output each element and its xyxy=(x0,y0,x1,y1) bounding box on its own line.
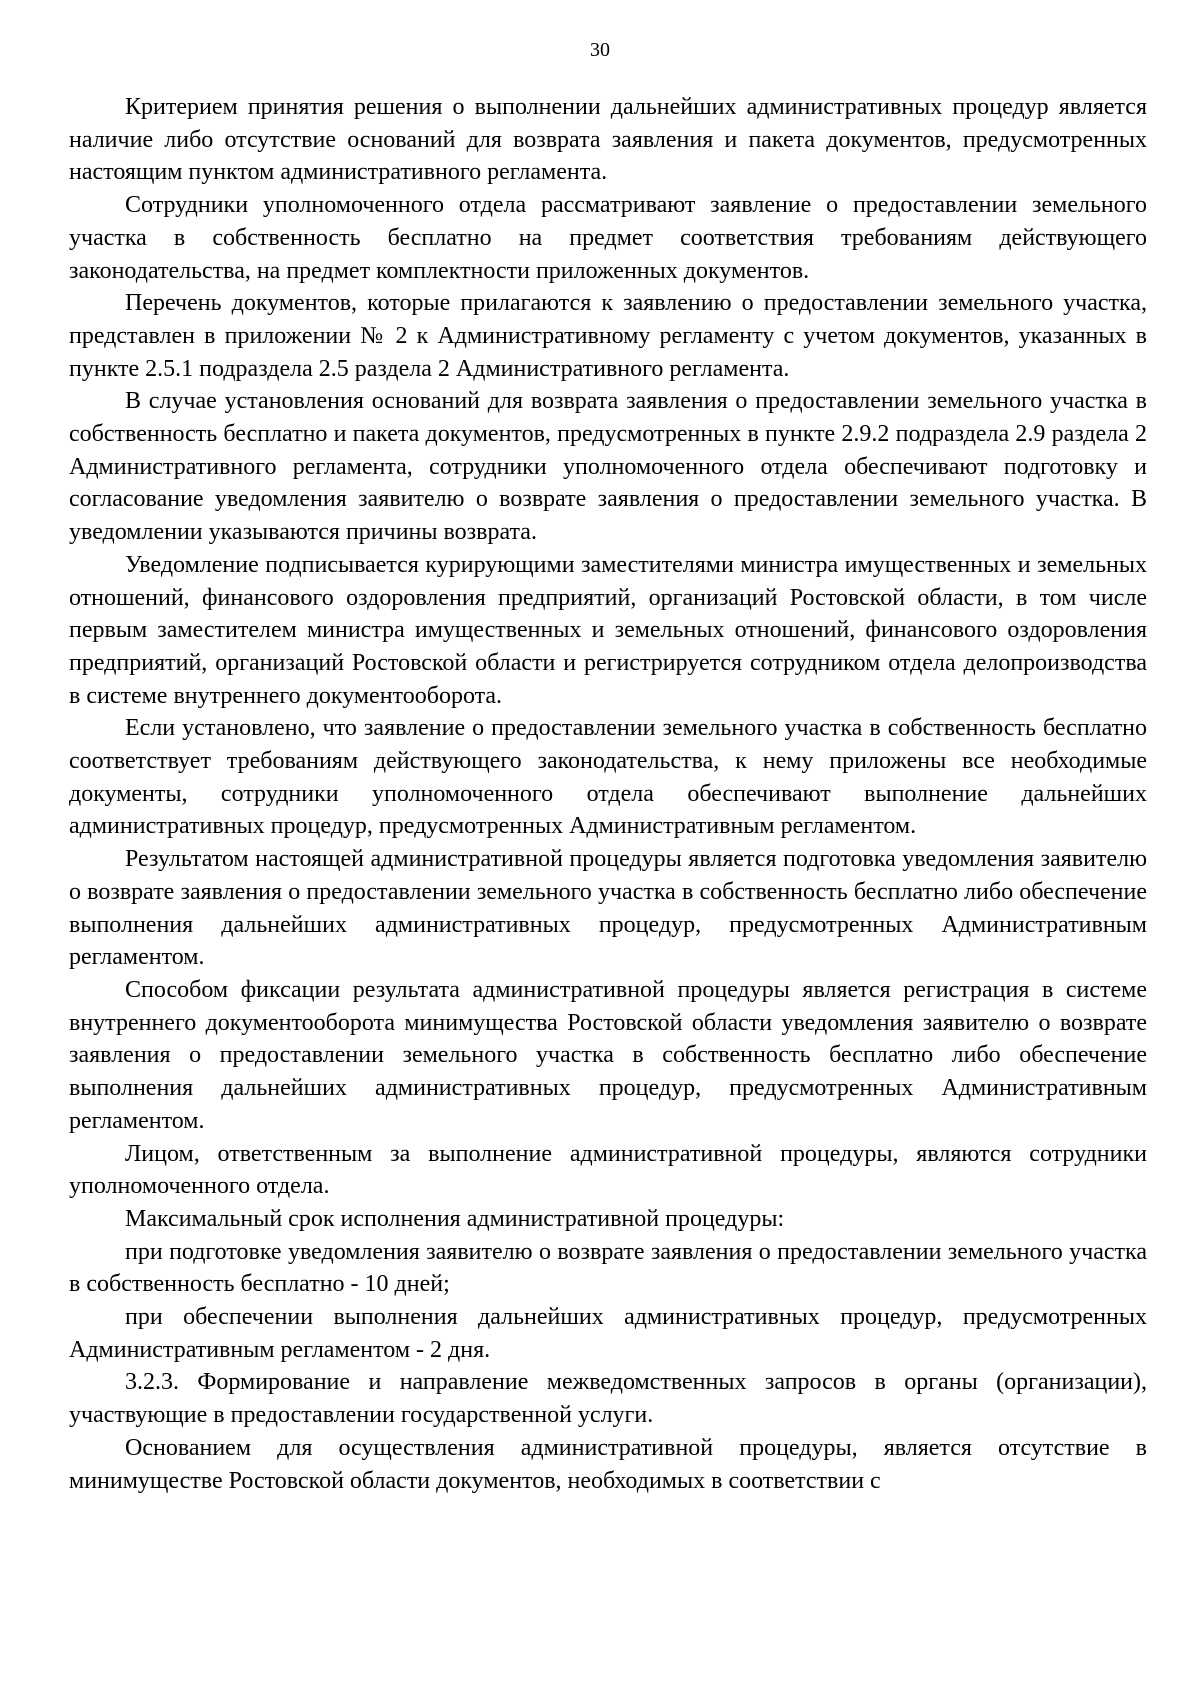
paragraph-compliance: Если установлено, что заявление о предоставлении земельного участка в собственность бесплатно соответствует требованиям действующего законодательства, к нему приложены все необходимые документы, сотрудники уполномоченного отдела обеспечивают выполнение дальнейших административных процедур, предусмотренных Административным регламентом. xyxy=(69,715,1147,840)
paragraph-section-3-2-3: 3.2.3. Формирование и направление межведомственных запросов в органы (организации), участвующие в предоставлении государственной услуги. xyxy=(69,1369,1147,1429)
paragraph-result-fixation: Способом фиксации результата административной процедуры является регистрация в системе внутреннего документооборота минимущества Ростовской области уведомления заявителю о возврате заявления о предоставлении земельного участка в собственность бесплатно либо обеспечение выполнения дальнейших административных процедур, предусмотренных Административным регламентом. xyxy=(69,976,1147,1134)
paragraph-responsible-person: Лицом, ответственным за выполнение административной процедуры, являются сотрудники уполномоченного отдела. xyxy=(69,1140,1147,1200)
paragraph-return-grounds: В случае установления оснований для возврата заявления о предоставлении земельного участка в собственность бесплатно и пакета документов, предусмотренных в пункте 2.9.2 подраздела 2.9 раздела 2 Административного регламента, сотрудники уполномоченного отдела обеспечивают подготовку и согласование уведомления заявителю о возврате заявления о предоставлении земельного участка. В уведомлении указываются причины возврата. xyxy=(69,388,1147,546)
paragraph-document-list: Перечень документов, которые прилагаются к заявлению о предоставлении земельного участка, представлен в приложении № 2 к Административному регламенту с учетом документов, указанных в пункте 2.5.1 подраздела 2.5 раздела 2 Административного регламента. xyxy=(69,290,1147,382)
paragraph-term-notice: при подготовке уведомления заявителю о возврате заявления о предоставлении земельного участка в собственность бесплатно - 10 дней; xyxy=(69,1238,1147,1298)
document-body xyxy=(69,91,1147,1497)
paragraph-decision-criterion: Критерием принятия решения о выполнении дальнейших административных процедур является наличие либо отсутствие оснований для возврата заявления и пакета документов, предусмотренных настоящим пунктом административного регламента. xyxy=(69,94,1147,186)
paragraph-review-application: Сотрудники уполномоченного отдела рассматривают заявление о предоставлении земельного участка в собственность бесплатно на предмет соответствия требованиям действующего законодательства, на предмет комплектности приложенных документов. xyxy=(69,192,1147,284)
paragraph-result: Результатом настоящей административной процедуры является подготовка уведомления заявителю о возврате заявления о предоставлении земельного участка в собственность бесплатно либо обеспечение выполнения дальнейших административных процедур, предусмотренных Административным регламентом. xyxy=(69,846,1147,971)
paragraph-notice-signing: Уведомление подписывается курирующими заместителями министра имущественных и земельных отношений, финансового оздоровления предприятий, организаций Ростовской области, в том числе первым заместителем министра имущественных и земельных отношений, финансового оздоровления предприятий, организаций Ростовской области и регистрируется сотрудником отдела делопроизводства в системе внутреннего документооборота. xyxy=(69,551,1147,709)
paragraph-max-term: Максимальный срок исполнения административной процедуры: xyxy=(125,1205,785,1232)
paragraph-procedure-basis: Основанием для осуществления административной процедуры, является отсутствие в минимуществе Ростовской области документов, необходимых в соответствии с xyxy=(69,1434,1147,1494)
paragraph-term-procedures: при обеспечении выполнения дальнейших административных процедур, предусмотренных Административным регламентом - 2 дня. xyxy=(69,1304,1147,1363)
page-number: 30 xyxy=(590,39,610,61)
